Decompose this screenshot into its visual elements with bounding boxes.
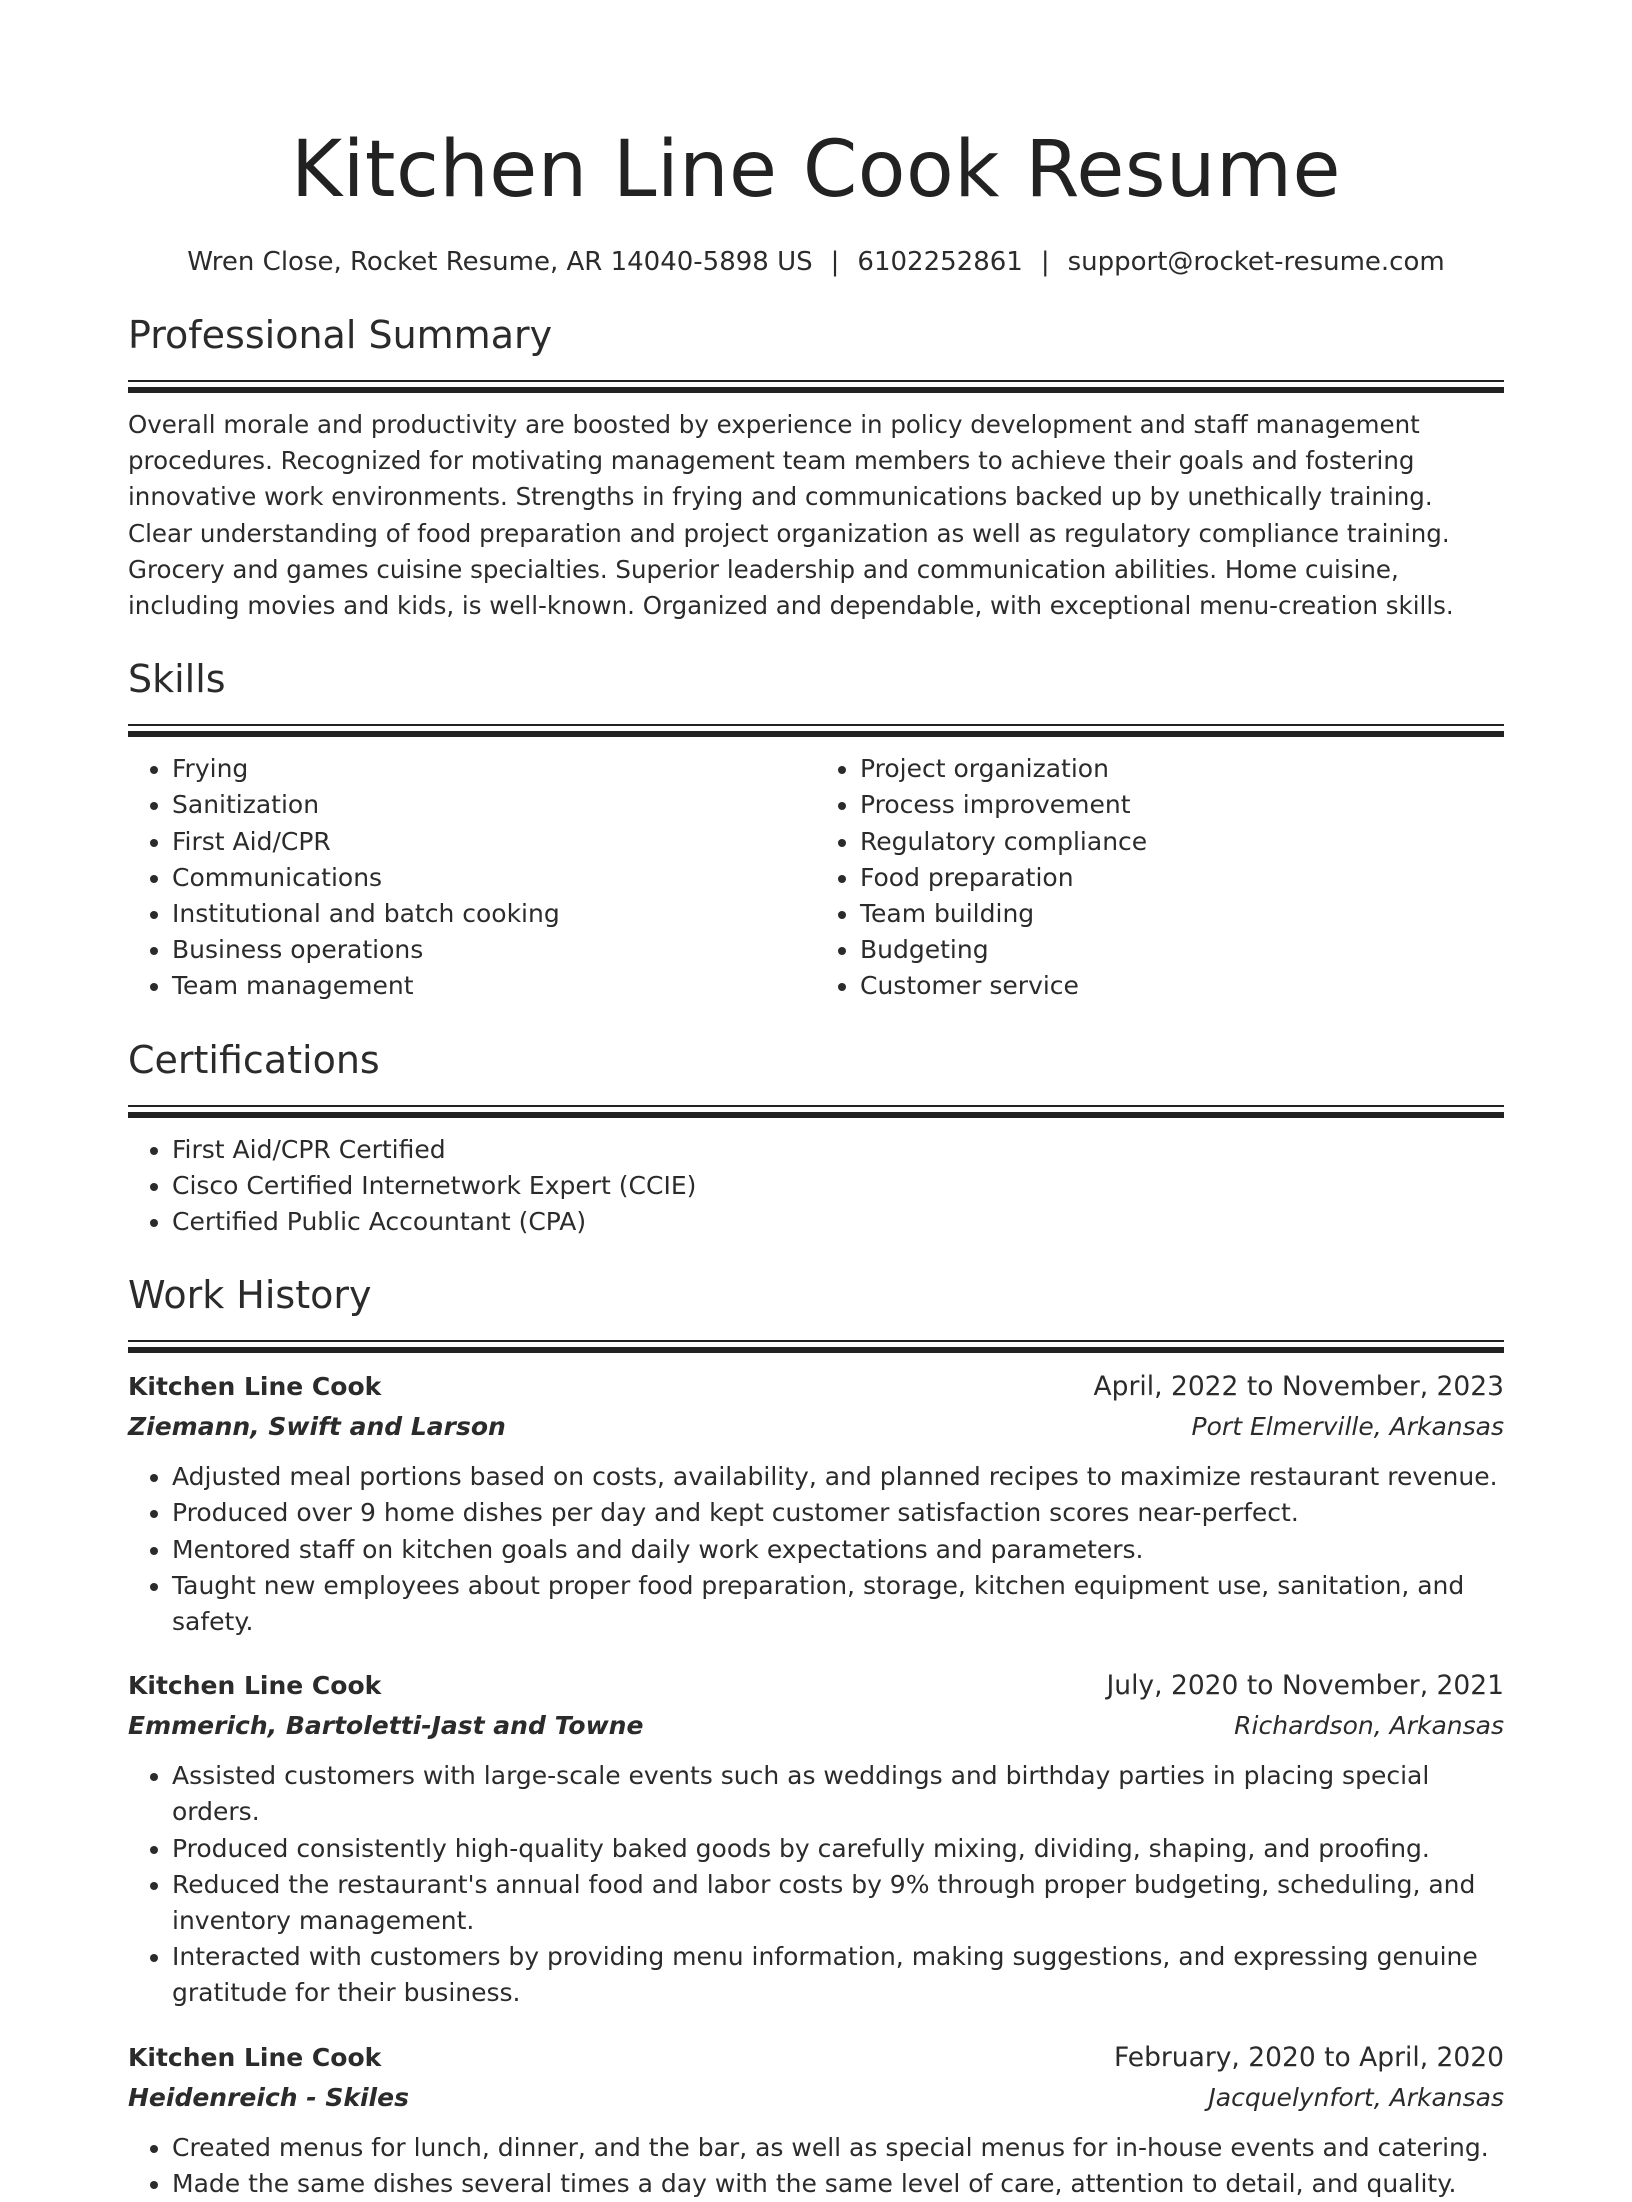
- skills-list-right: [816, 751, 1504, 1004]
- skills-list-left: [128, 751, 816, 1004]
- job-header-row: [128, 1367, 1504, 1407]
- job-entry: [128, 1367, 1504, 1640]
- job-dates: February, 2020 to April, 2020: [1113, 2041, 1504, 2073]
- contact-address: Wren Close, Rocket Resume, AR 14040-5898 US: [187, 247, 813, 277]
- summary-text: Overall morale and productivity are boosted by experience in policy development and staff management procedures. Recognized for motivating management team members to achieve their goals and fostering innovative work environments. Strengths in frying and communications backed up by unethically training. Clear understanding of food preparation and project organization as well as regulatory compliance training. Grocery and games cuisine specialties. Superior leadership and communication abilities. Home cuisine, including movies and kids, is well-known. Organized and dependable, with exceptional menu-creation skills.: [128, 410, 1454, 621]
- job-bullet: • Taught new employees about proper food preparation, storage, kitchen equipment use, sanitation, and safety.: [172, 1568, 1504, 1640]
- job-bullets: [128, 1459, 1504, 1640]
- job-bullet: • Interacted with customers by providing menu information, making suggestions, and expressing genuine gratitude for their business.: [172, 1939, 1504, 2011]
- section-divider: [128, 1105, 1504, 1118]
- resume-title: Kitchen Line Cook Resume: [291, 125, 1341, 215]
- section-heading: Skills: [128, 657, 226, 702]
- skill-item: • Food preparation: [860, 860, 1504, 896]
- certification-item: • Cisco Certified Internetwork Expert (CCIE): [172, 1168, 1504, 1204]
- job-company-row: [128, 1706, 1504, 1746]
- contact-email: support@rocket-resume.com: [1067, 247, 1445, 277]
- skill-item: • Frying: [172, 751, 816, 787]
- job-location: Jacquelynfort, Arkansas: [1208, 2082, 1504, 2112]
- job-title: Kitchen Line Cook: [128, 2042, 382, 2072]
- contact-separator: |: [830, 247, 840, 277]
- job-bullet: • Created menus for lunch, dinner, and the bar, as well as special menus for in-house events and catering.: [172, 2130, 1504, 2166]
- professional-summary-section: [128, 310, 1504, 624]
- contact-separator: |: [1040, 247, 1050, 277]
- skill-item: • Communications: [172, 860, 816, 896]
- job-bullet: • Produced consistently high-quality baked goods by carefully mixing, dividing, shaping, and proofing.: [172, 1831, 1504, 1867]
- job-bullet: • Assisted customers with large-scale events such as weddings and birthday parties in placing special orders.: [172, 1758, 1504, 1830]
- job-bullets: [128, 1758, 1504, 2011]
- skills-columns: [128, 751, 1504, 1004]
- job-bullet: • Made the same dishes several times a day with the same level of care, attention to detail, and quality.: [172, 2166, 1504, 2202]
- job-location: Richardson, Arkansas: [1234, 1711, 1504, 1741]
- job-company-row: [128, 1407, 1504, 1447]
- skill-item: • Budgeting: [860, 932, 1504, 968]
- job-dates: July, 2020 to November, 2021: [1106, 1670, 1504, 1702]
- job-bullet: • Produced over 9 home dishes per day and kept customer satisfaction scores near-perfect.: [172, 1495, 1504, 1531]
- section-heading: Professional Summary: [128, 313, 553, 357]
- contact-phone: 6102252861: [857, 247, 1023, 277]
- contact-line: [128, 244, 1504, 280]
- job-entry: [128, 2038, 1504, 2202]
- certification-item: • Certified Public Accountant (CPA): [172, 1204, 1504, 1240]
- job-title: Kitchen Line Cook: [128, 1671, 382, 1701]
- job-bullets: [128, 2130, 1504, 2202]
- section-heading: Certifications: [128, 1037, 380, 1082]
- job-header-row: [128, 2038, 1504, 2078]
- job-company: Emmerich, Bartoletti-Jast and Towne: [128, 1711, 644, 1741]
- skill-item: • Team building: [860, 896, 1504, 932]
- job-dates: April, 2022 to November, 2023: [1093, 1371, 1504, 1403]
- skill-item: • Customer service: [860, 968, 1504, 1004]
- job-location: Port Elmerville, Arkansas: [1191, 1412, 1504, 1442]
- work-history-section: [128, 1270, 1504, 2202]
- job-bullet: • Reduced the restaurant's annual food and labor costs by 9% through proper budgeting, scheduling, and inventory management.: [172, 1867, 1504, 1939]
- skill-item: • Institutional and batch cooking: [172, 896, 816, 932]
- skill-item: • Project organization: [860, 751, 1504, 787]
- skill-item: • Business operations: [172, 932, 816, 968]
- certification-item: • First Aid/CPR Certified: [172, 1132, 1504, 1168]
- job-title: Kitchen Line Cook: [128, 1372, 382, 1402]
- section-heading: Work History: [128, 1273, 372, 1318]
- skill-item: • Sanitization: [172, 787, 816, 823]
- section-divider: [128, 380, 1504, 393]
- job-company: Heidenreich - Skiles: [128, 2082, 409, 2112]
- job-entry: [128, 1666, 1504, 2011]
- section-divider: [128, 724, 1504, 737]
- skill-item: • First Aid/CPR: [172, 824, 816, 860]
- section-divider: [128, 1340, 1504, 1353]
- job-bullet: • Mentored staff on kitchen goals and daily work expectations and parameters.: [172, 1532, 1504, 1568]
- skill-item: • Process improvement: [860, 787, 1504, 823]
- job-company: Ziemann, Swift and Larson: [128, 1412, 506, 1442]
- skill-item: • Team management: [172, 968, 816, 1004]
- job-header-row: [128, 1666, 1504, 1706]
- certifications-list: [128, 1132, 1504, 1241]
- skills-section: [128, 654, 1504, 1004]
- skill-item: • Regulatory compliance: [860, 824, 1504, 860]
- certifications-section: [128, 1035, 1504, 1241]
- job-bullet: • Adjusted meal portions based on costs, availability, and planned recipes to maximize restaurant revenue.: [172, 1459, 1504, 1495]
